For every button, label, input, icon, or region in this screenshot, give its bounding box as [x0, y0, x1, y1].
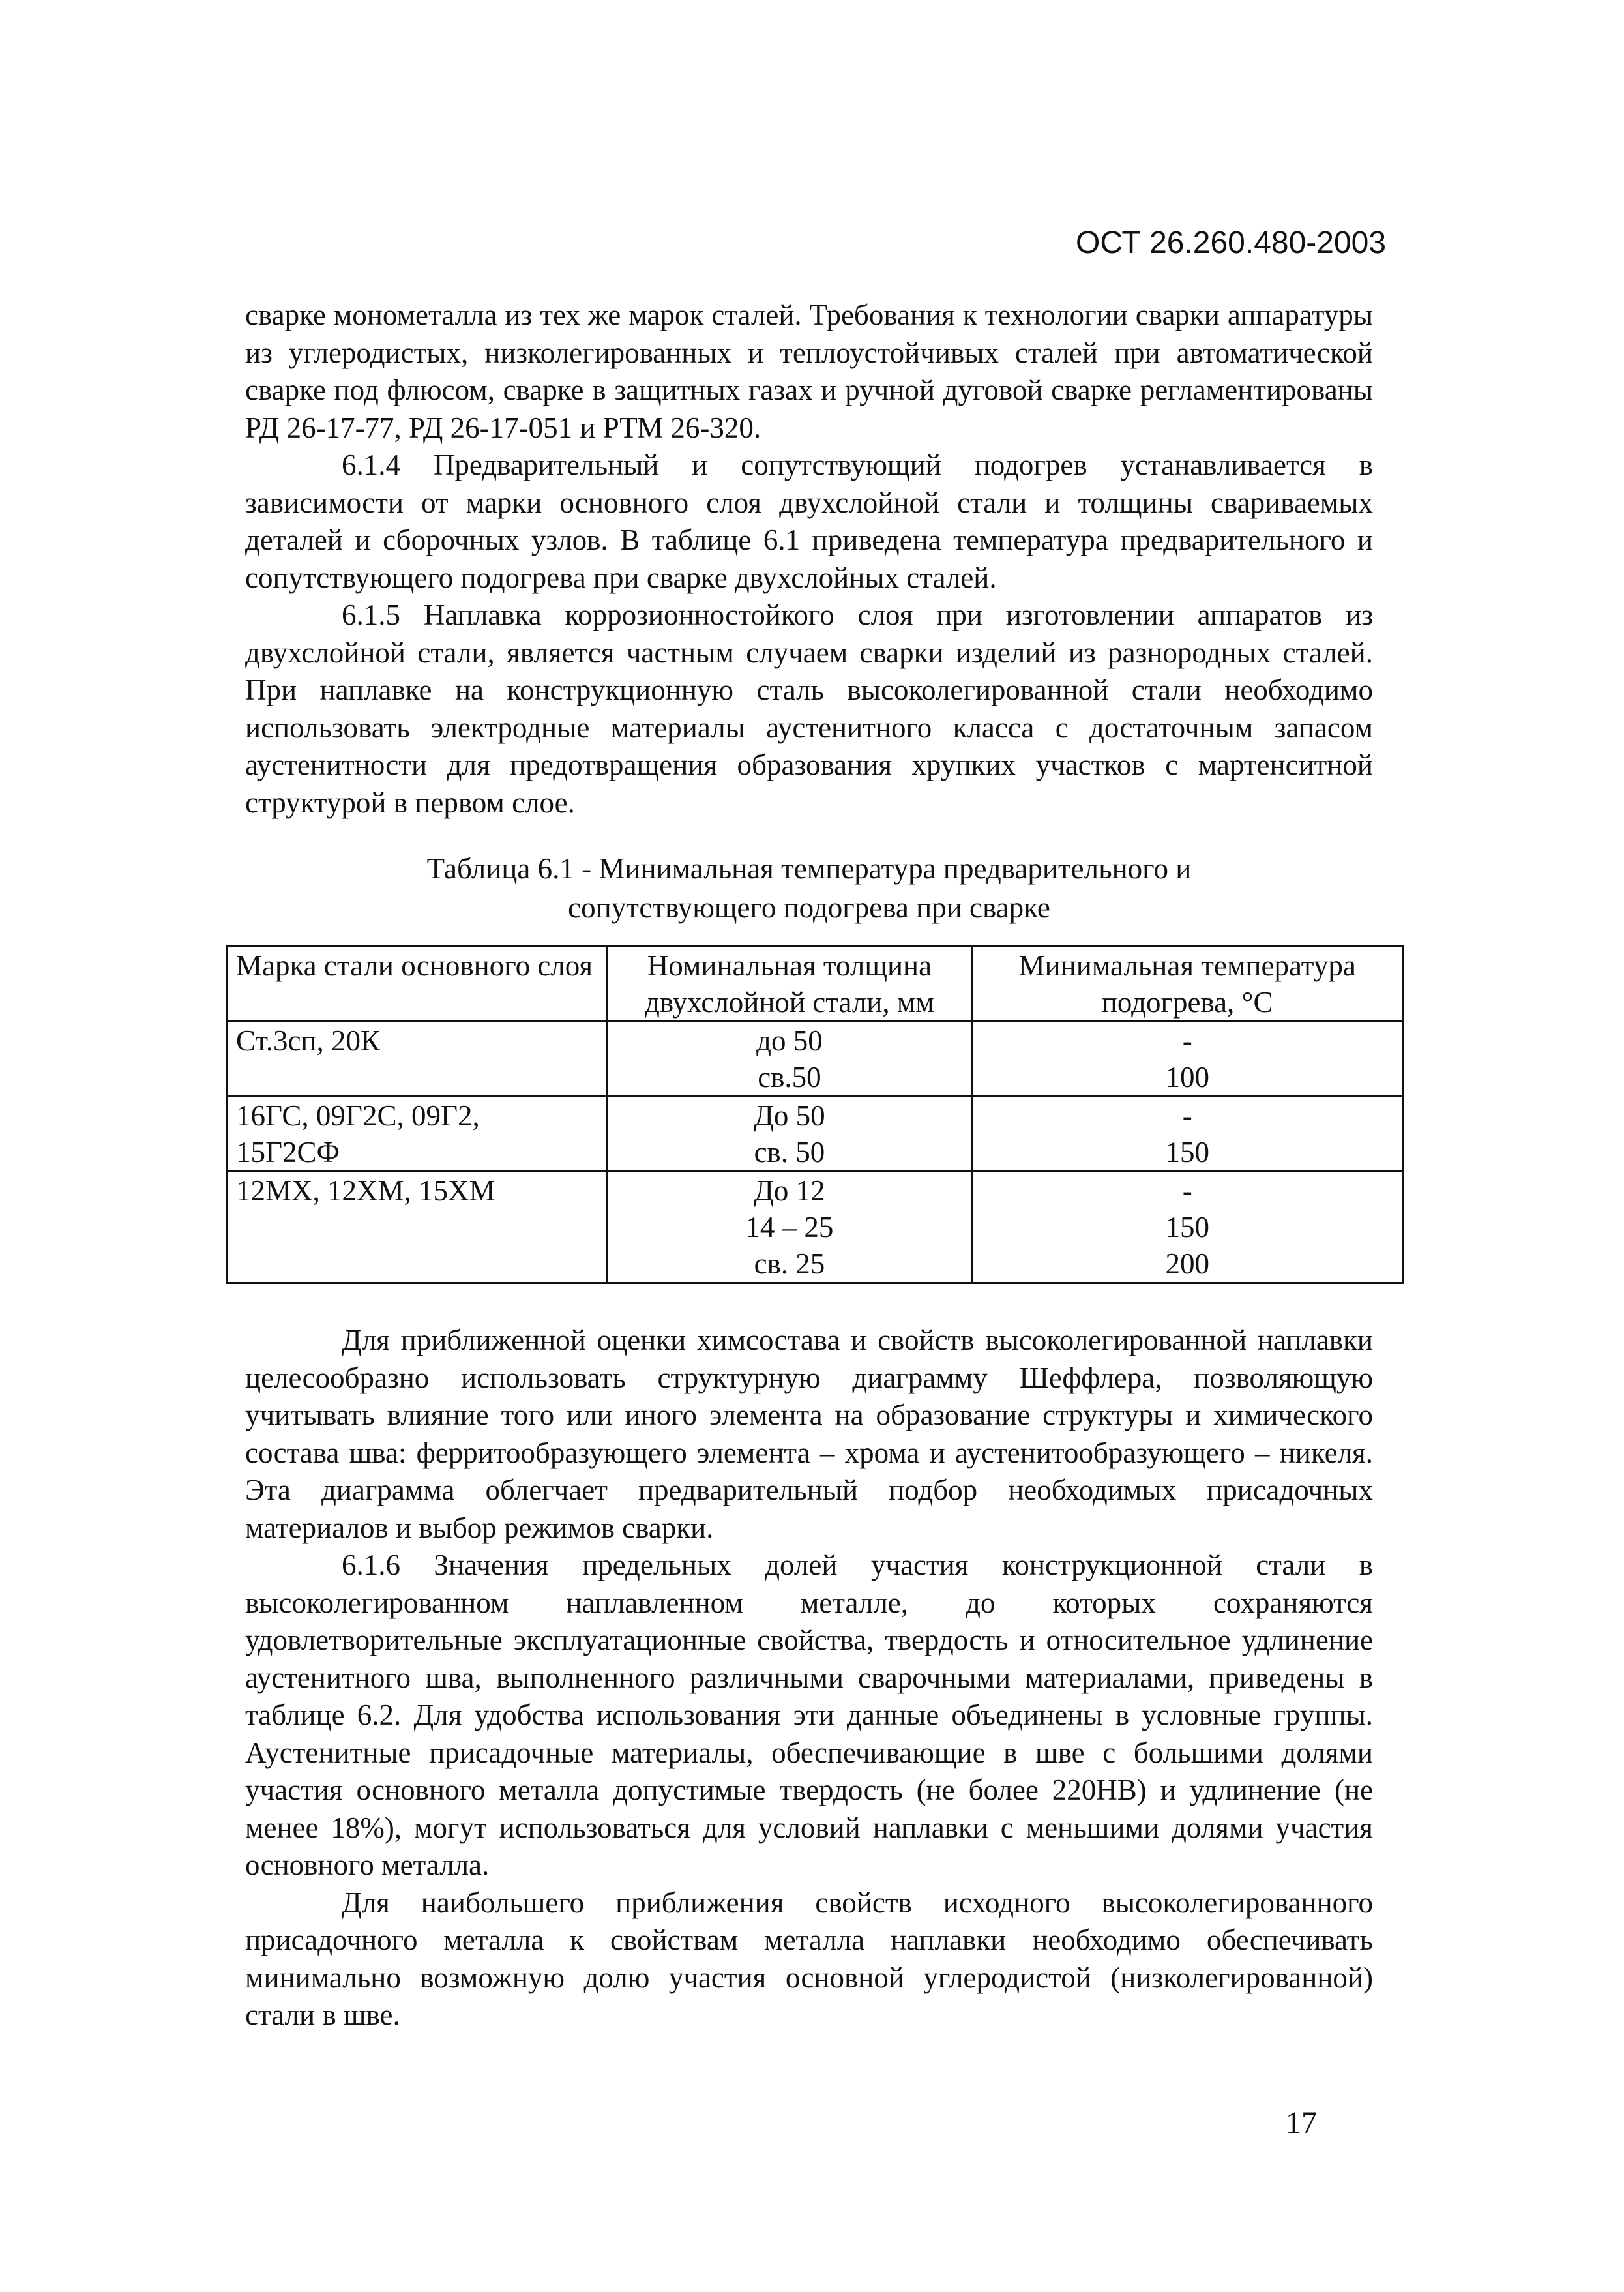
cell-line: Ст.3сп, 20К	[236, 1024, 381, 1057]
cell-steel-grade	[228, 1172, 607, 1283]
cell-steel-grade	[228, 1022, 607, 1097]
header-min-temperature: Минимальная температура подогрева, °С	[972, 947, 1403, 1022]
paragraph-6-1-6: 6.1.6 Значения предельных долей участия конструкционной стали в высоколегированном наплавленном металле, до которых сохраняются удовлетворительные эксплуатационные свойства, твердость и относительное удлинение аустенитного шва, выполненного различными сварочными материалами, приведены в таблице 6.2. Для удобства использования эти данные объединены в условные группы. Аустенитные присадочные материалы, обеспечивающие в шве с большими долями участия основного металла допустимые твердость (не более 220НВ) и удлинение (не менее 18%), могут использоваться для условий наплавки с меньшими долями участия основного металла.	[245, 1549, 1373, 1881]
table-caption-line-2: сопутствующего подогрева при сварке	[568, 891, 1050, 924]
cell-line: -	[1182, 1174, 1192, 1207]
cell-line: 14 – 25	[745, 1211, 834, 1243]
table-caption-line-1: Таблица 6.1 - Минимальная температура предварительного и	[426, 852, 1192, 885]
cell-line: 100	[1165, 1061, 1209, 1094]
table-header-row	[228, 947, 1403, 1022]
cell-temperature	[972, 1022, 1403, 1097]
cell-line: 150	[1165, 1211, 1209, 1243]
cell-line: св. 50	[754, 1136, 825, 1168]
cell-thickness	[607, 1097, 972, 1172]
paragraph-6-1-4: 6.1.4 Предварительный и сопутствующий подогрев устанавливается в зависимости от марки основного слоя двухслойной стали и толщины свариваемых деталей и сборочных узлов. В таблице 6.1 приведена температура предварительного и сопутствующего подогрева при сварке двухслойных сталей.	[245, 449, 1373, 594]
cell-line: св.50	[758, 1061, 821, 1094]
cell-line: 16ГС, 09Г2С, 09Г2,	[236, 1099, 480, 1132]
cell-line: -	[1182, 1099, 1192, 1132]
cell-temperature	[972, 1172, 1403, 1283]
cell-line: 15Г2СФ	[236, 1136, 340, 1168]
preheat-temperature-table	[226, 945, 1404, 1284]
document-code: ОСТ 26.260.480-2003	[1076, 226, 1387, 260]
cell-thickness	[607, 1022, 972, 1097]
table-caption	[245, 849, 1373, 927]
page-number: 17	[1286, 2106, 1317, 2140]
paragraph-closing: Для наибольшего приближения свойств исходного высоколегированного присадочного металла к свойствам металла наплавки необходимо обеспечивать минимально возможную долю участия основной углеродистой (низколегированной) стали в шве.	[245, 1886, 1373, 2031]
cell-temperature	[972, 1097, 1403, 1172]
header-steel-grade: Марка стали основного слоя	[228, 947, 607, 1022]
cell-line: До 50	[754, 1099, 825, 1132]
text-after-table	[245, 1322, 1373, 2034]
cell-line: св. 25	[754, 1247, 825, 1280]
cell-line: -	[1182, 1024, 1192, 1057]
page-body	[236, 297, 1373, 2034]
table-row	[228, 1022, 1403, 1097]
cell-thickness	[607, 1172, 972, 1283]
cell-line: 12МХ, 12ХМ, 15ХМ	[236, 1174, 495, 1207]
table-row	[228, 1097, 1403, 1172]
cell-line: 200	[1165, 1247, 1209, 1280]
paragraph-6-1-5: 6.1.5 Наплавка коррозионностойкого слоя при изготовлении аппаратов из двухслойной стали, является частным случаем сварки изделий из разнородных сталей. При наплавке на конструкционную сталь высоколегированной стали необходимо использовать электродные материалы аустенитного класса с достаточным запасом аустенитности для предотвращения образования хрупких участков с мартенситной структурой в первом слое.	[245, 599, 1373, 819]
cell-line: До 12	[754, 1174, 825, 1207]
header-thickness: Номинальная толщина двухслойной стали, мм	[607, 947, 972, 1022]
paragraph-schaeffler: Для приближенной оценки химсостава и свойств высоколегированной наплавки целесообразно использовать структурную диаграмму Шеффлера, позволяющую учитывать влияние того или иного элемента на образование структуры и химического состава шва: ферритообразующего элемента – хрома и аустенитообразующего – никеля. Эта диаграмма облегчает предварительный подбор необходимых присадочных материалов и выбор режимов сварки.	[245, 1324, 1373, 1544]
cell-line: до 50	[756, 1024, 823, 1057]
cell-steel-grade	[228, 1097, 607, 1172]
paragraph-continuation: сварке монометалла из тех же марок сталей. Требования к технологии сварки аппаратуры из углеродистых, низколегированных и теплоустойчивых сталей при автоматической сварке под флюсом, сварке в защитных газах и ручной дуговой сварке регламентированы РД 26-17-77, РД 26-17-051 и РТМ 26-320.	[245, 299, 1373, 444]
cell-line: 150	[1165, 1136, 1209, 1168]
table-row	[228, 1172, 1403, 1283]
